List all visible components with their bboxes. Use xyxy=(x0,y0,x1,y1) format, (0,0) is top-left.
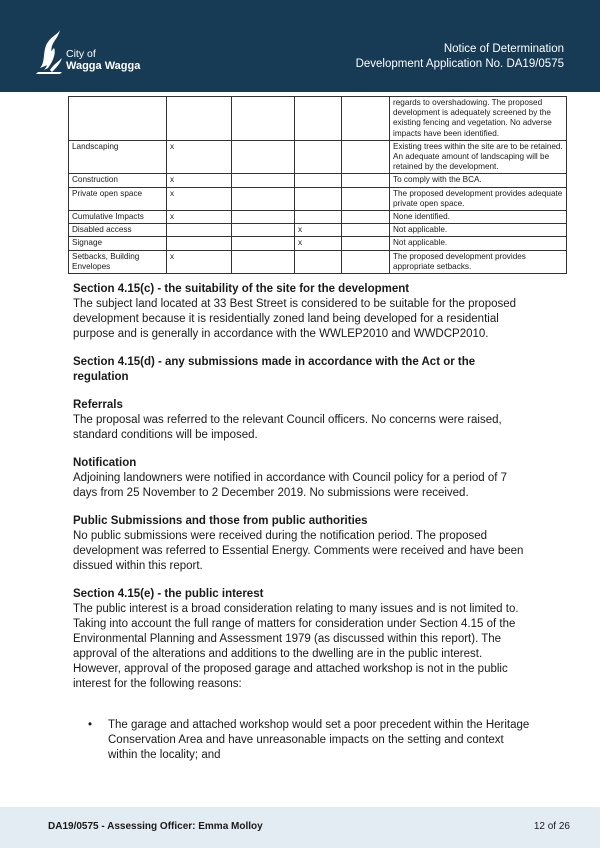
page-footer xyxy=(0,807,600,848)
list-item xyxy=(88,718,533,763)
main-content xyxy=(73,282,533,763)
status-cell: x xyxy=(167,140,232,174)
status-cell xyxy=(232,174,295,187)
status-cell xyxy=(342,140,390,174)
logo-line1: City of xyxy=(66,48,96,60)
reasons-list xyxy=(73,718,533,763)
status-cell xyxy=(232,250,295,273)
table-row xyxy=(69,140,567,174)
status-cell xyxy=(342,237,390,250)
status-cell xyxy=(295,250,342,273)
status-cell: x xyxy=(167,174,232,187)
swan-logo-icon xyxy=(36,28,66,74)
public-submissions-heading: Public Submissions and those from public authorities xyxy=(73,515,368,527)
document-title xyxy=(356,42,564,72)
status-cell: x xyxy=(295,224,342,237)
public-submissions-body: No public submissions were received during the notification period. The proposed development was referred to Essential Energy. Comments were received and have been dissued within this report. xyxy=(73,530,524,572)
row-item-label: Signage xyxy=(69,237,167,250)
page-header xyxy=(0,0,600,92)
notification-body: Adjoining landowners were notified in accordance with Council policy for a period of 7 days from 25 November to 2 December 2019. No submissions were received. xyxy=(73,472,508,499)
status-cell xyxy=(232,224,295,237)
status-cell xyxy=(342,187,390,210)
comment-cell: None identified. xyxy=(390,211,567,224)
section-415e-heading: Section 4.15(e) - the public interest xyxy=(73,588,264,600)
status-cell xyxy=(342,224,390,237)
table-row xyxy=(69,174,567,187)
table-row xyxy=(69,237,567,250)
table-row xyxy=(69,187,567,210)
status-cell xyxy=(342,97,390,141)
table-row xyxy=(69,211,567,224)
application-number: Development Application No. DA19/0575 xyxy=(355,58,564,70)
referrals-heading: Referrals xyxy=(73,399,123,411)
status-cell xyxy=(167,97,232,141)
council-logo xyxy=(36,28,146,76)
logo-line2: Wagga Wagga xyxy=(66,60,141,72)
status-cell xyxy=(295,174,342,187)
document-type: Notice of Determination xyxy=(443,43,564,55)
referrals-body: The proposal was referred to the relevant Council officers. No concerns were raised, standard conditions will be imposed. xyxy=(73,414,502,441)
section-415c-heading: Section 4.15(c) - the suitability of the site for the development xyxy=(73,283,410,295)
section-415e-body: The public interest is a broad consideration relating to many issues and is not limited to. Taking into account the full range of matters for consideration under Section 4.15 of the Environmental Planning and Assessment 1979 (as discussed within this report). The approval of the alterations and additions to the dwelling are in the public interest. However, approval of the proposed garage and attached workshop is not in the public interest for the following reasons: xyxy=(73,603,519,690)
comment-cell: regards to overshadowing. The proposed development is adequately screened by the existing fencing and vegetation. No adverse impacts have been identified. xyxy=(390,97,567,141)
table-row xyxy=(69,250,567,273)
comment-cell: The proposed development provides adequate private open space. xyxy=(390,187,567,210)
status-cell: x xyxy=(167,187,232,210)
status-cell xyxy=(295,211,342,224)
row-item-label: Private open space xyxy=(69,187,167,210)
comment-cell: Not applicable. xyxy=(390,237,567,250)
status-cell xyxy=(342,174,390,187)
status-cell xyxy=(232,211,295,224)
section-415c-body: The subject land located at 33 Best Street is considered to be suitable for the proposed development because it is residentially zoned land being developed for a residential purpose and is generally in accordance with the WWLEP2010 and WWDCP2010. xyxy=(73,298,517,340)
status-cell xyxy=(232,237,295,250)
section-415d-heading: Section 4.15(d) - any submissions made in accordance with the Act or the regulation xyxy=(73,356,476,383)
status-cell: x xyxy=(295,237,342,250)
page-number: 12 of 26 xyxy=(533,821,570,832)
status-cell xyxy=(295,140,342,174)
assessment-table xyxy=(68,96,567,274)
footer-officer: DA19/0575 - Assessing Officer: Emma Molloy xyxy=(48,821,263,832)
table-row xyxy=(69,224,567,237)
status-cell: x xyxy=(167,250,232,273)
comment-cell: Not applicable. xyxy=(390,224,567,237)
row-item-label: Disabled access xyxy=(69,224,167,237)
bullet-icon: • xyxy=(88,719,93,731)
row-item-label xyxy=(69,97,167,141)
status-cell xyxy=(232,140,295,174)
table-row xyxy=(69,97,567,141)
status-cell xyxy=(167,224,232,237)
status-cell: x xyxy=(167,211,232,224)
comment-cell: Existing trees within the site are to be retained. An adequate amount of landscaping will be retained by the development. xyxy=(390,140,567,174)
status-cell xyxy=(342,211,390,224)
row-item-label: Setbacks, Building Envelopes xyxy=(69,250,167,273)
status-cell xyxy=(232,97,295,141)
status-cell xyxy=(167,237,232,250)
row-item-label: Landscaping xyxy=(69,140,167,174)
comment-cell: The proposed development provides appropriate setbacks. xyxy=(390,250,567,273)
reason-text: The garage and attached workshop would set a poor precedent within the Heritage Conservation Area and have unreasonable impacts on the setting and context within the locality; and xyxy=(108,719,530,761)
notification-heading: Notification xyxy=(73,457,137,469)
status-cell xyxy=(232,187,295,210)
status-cell xyxy=(295,187,342,210)
row-item-label: Construction xyxy=(69,174,167,187)
comment-cell: To comply with the BCA. xyxy=(390,174,567,187)
status-cell xyxy=(295,97,342,141)
row-item-label: Cumulative Impacts xyxy=(69,211,167,224)
status-cell xyxy=(342,250,390,273)
logo-text xyxy=(66,48,140,72)
